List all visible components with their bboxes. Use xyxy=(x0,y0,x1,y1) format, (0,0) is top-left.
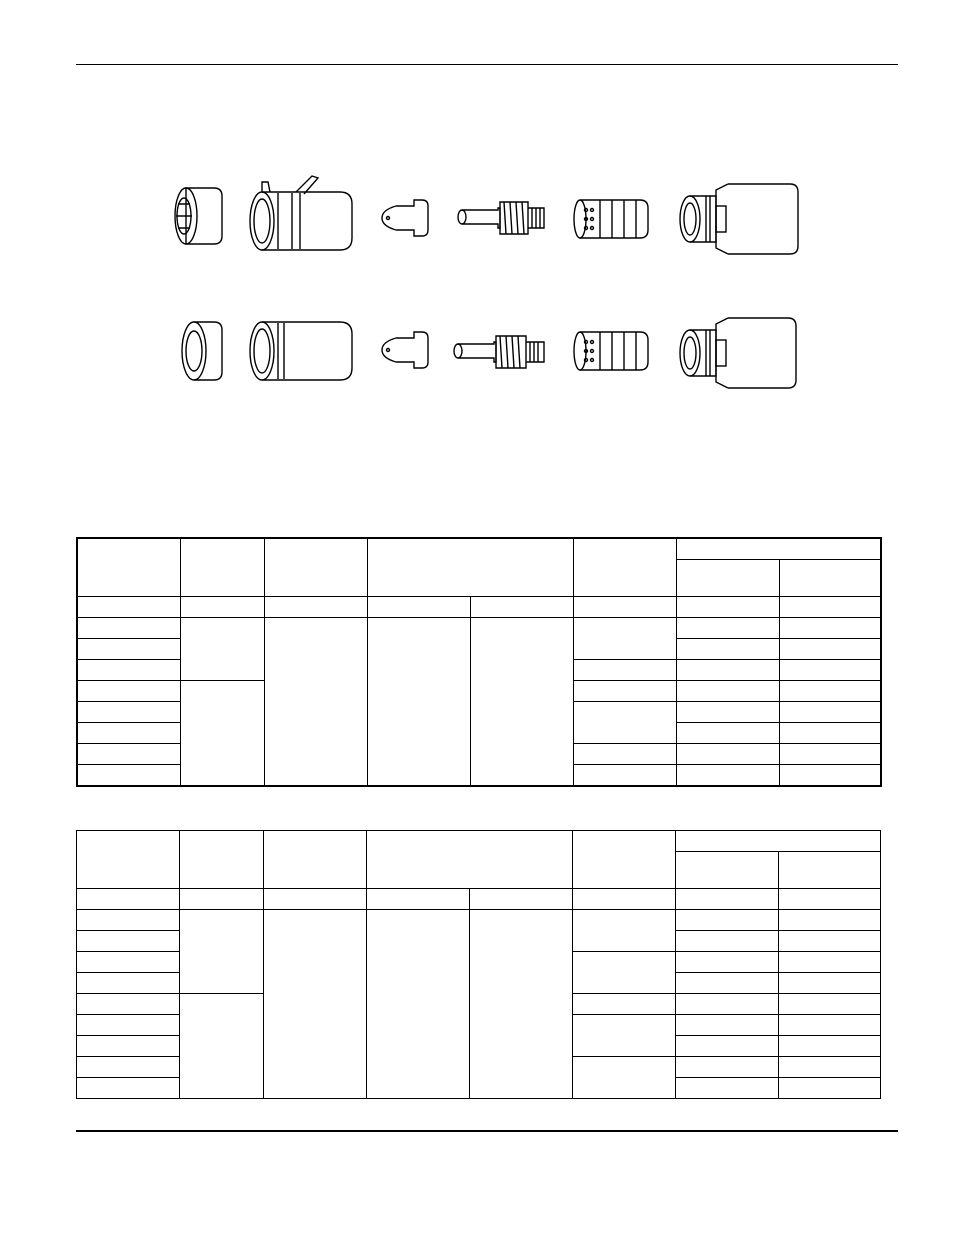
table-cell xyxy=(77,973,180,994)
table-cell xyxy=(779,1036,881,1057)
table-header-cell xyxy=(264,538,367,597)
table-header-cell xyxy=(77,538,180,597)
consumable-parts-figure xyxy=(0,0,954,430)
table-cell xyxy=(676,1078,779,1099)
table-cell xyxy=(180,597,264,618)
table-cell xyxy=(779,931,881,952)
table-header-row xyxy=(77,538,881,560)
table-cell xyxy=(676,1036,779,1057)
table-cell xyxy=(77,1078,180,1099)
table-cell xyxy=(676,910,779,931)
table-cell xyxy=(180,889,264,910)
table-cell xyxy=(77,1015,180,1036)
table-header-cell xyxy=(180,831,264,889)
table-cell xyxy=(77,994,180,1015)
table-cell xyxy=(470,597,573,618)
table-row xyxy=(77,597,881,618)
table-header-cell xyxy=(779,852,881,889)
torch-body-icon xyxy=(680,318,796,388)
table-cell xyxy=(573,910,676,952)
table-cell xyxy=(573,994,676,1015)
table-cell xyxy=(180,618,264,681)
table-header-cell xyxy=(573,831,676,889)
table-cell xyxy=(367,618,470,787)
table-cell xyxy=(77,639,180,660)
table-cell xyxy=(779,994,881,1015)
table-cell xyxy=(676,1015,779,1036)
table-cell xyxy=(470,889,573,910)
table-header-cell xyxy=(180,538,264,597)
table-row xyxy=(77,889,881,910)
retaining-cap-with-tab-icon xyxy=(250,176,352,250)
swirl-ring-icon xyxy=(574,332,648,370)
table-cell xyxy=(573,681,676,702)
table-cell xyxy=(676,639,779,660)
table-cell xyxy=(573,618,676,660)
table-cell xyxy=(77,1036,180,1057)
table-cell xyxy=(676,765,779,787)
table-cell xyxy=(573,1057,676,1099)
table-cell xyxy=(676,744,779,765)
table-cell xyxy=(779,952,881,973)
table-cell xyxy=(180,994,264,1099)
table-cell xyxy=(573,702,676,744)
nozzle-icon xyxy=(382,332,428,368)
electrode-icon xyxy=(454,336,544,368)
table-cell xyxy=(676,1057,779,1078)
table-cell xyxy=(470,618,573,787)
table-header-cell xyxy=(367,538,573,597)
table-cell xyxy=(676,660,779,681)
table-cell xyxy=(367,889,470,910)
table-cell xyxy=(779,765,881,787)
table-cell xyxy=(77,660,180,681)
swirl-ring-icon xyxy=(574,200,648,238)
table-cell xyxy=(573,889,676,910)
table-cell xyxy=(676,952,779,973)
table-cell xyxy=(573,744,676,765)
table-header-group-cell xyxy=(676,538,881,560)
table-header-cell xyxy=(264,831,367,889)
table-cell xyxy=(676,681,779,702)
retaining-cap-icon xyxy=(250,322,352,380)
table-cell xyxy=(779,597,881,618)
table-header-cell xyxy=(573,538,676,597)
deflector-icon xyxy=(182,322,222,380)
nozzle-icon xyxy=(382,200,428,236)
table-header-cell xyxy=(676,852,779,889)
parts-table-1 xyxy=(76,537,882,787)
table-cell xyxy=(676,889,779,910)
table-cell xyxy=(676,994,779,1015)
table-cell xyxy=(77,702,180,723)
table-cell xyxy=(264,910,367,1099)
electrode-icon xyxy=(458,202,544,234)
table-cell xyxy=(779,910,881,931)
table-header-cell xyxy=(367,831,573,889)
table-cell xyxy=(264,889,367,910)
table-cell xyxy=(676,723,779,744)
table-header-cell xyxy=(77,831,180,889)
table-cell xyxy=(676,702,779,723)
table-row xyxy=(77,618,881,639)
table-cell xyxy=(77,889,180,910)
table-cell xyxy=(779,681,881,702)
table-cell xyxy=(676,931,779,952)
table-cell xyxy=(264,618,367,787)
table-header-cell xyxy=(676,560,779,597)
table-cell xyxy=(77,597,180,618)
table-cell xyxy=(367,910,470,1099)
table-cell xyxy=(573,1015,676,1057)
table-header-cell xyxy=(779,560,881,597)
table-cell xyxy=(779,1057,881,1078)
footer-rule xyxy=(76,1130,898,1132)
table-cell xyxy=(573,952,676,994)
table-cell xyxy=(180,910,264,994)
table-cell xyxy=(470,910,573,1099)
table-cell xyxy=(367,597,470,618)
torch-body-icon xyxy=(680,184,798,254)
parts-table-2 xyxy=(76,830,881,1099)
table-cell xyxy=(77,723,180,744)
shield-cap-icon xyxy=(175,188,222,244)
table-cell xyxy=(676,618,779,639)
table-cell xyxy=(779,618,881,639)
table-cell xyxy=(77,931,180,952)
table-cell xyxy=(779,639,881,660)
table-cell xyxy=(77,681,180,702)
table-cell xyxy=(573,765,676,787)
table-header-group-cell xyxy=(676,831,881,852)
table-cell xyxy=(779,660,881,681)
table-cell xyxy=(77,765,180,787)
table-cell xyxy=(77,618,180,639)
table-cell xyxy=(779,702,881,723)
table-cell xyxy=(77,952,180,973)
table-cell xyxy=(77,744,180,765)
table-cell xyxy=(676,973,779,994)
table-cell xyxy=(779,1078,881,1099)
table-cell xyxy=(573,660,676,681)
table-cell xyxy=(779,1015,881,1036)
table-cell xyxy=(264,597,367,618)
table-cell xyxy=(77,1057,180,1078)
table-cell xyxy=(779,723,881,744)
table-cell xyxy=(573,597,676,618)
table-header-row xyxy=(77,831,881,852)
table-cell xyxy=(676,597,779,618)
table-cell xyxy=(779,744,881,765)
table-cell xyxy=(180,681,264,787)
table-cell xyxy=(77,910,180,931)
table-cell xyxy=(779,889,881,910)
table-row xyxy=(77,910,881,931)
table-cell xyxy=(779,973,881,994)
